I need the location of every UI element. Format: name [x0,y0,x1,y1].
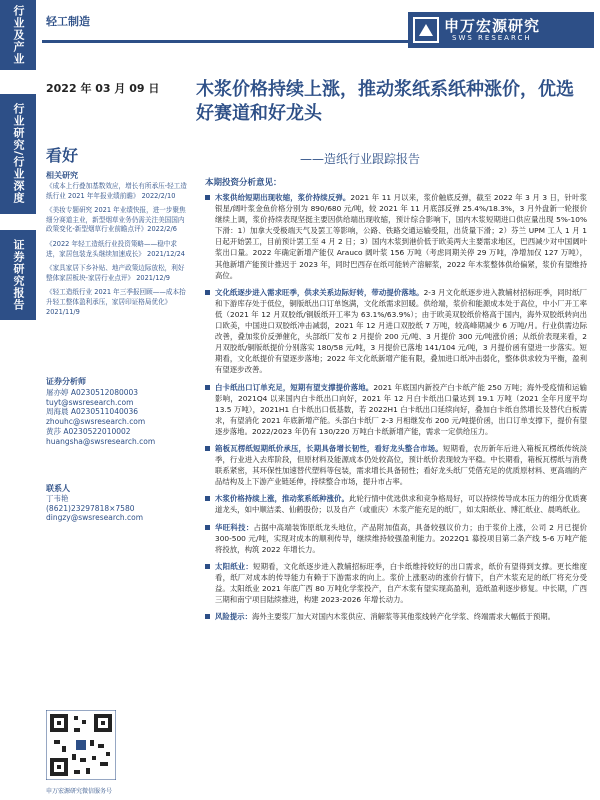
bullet-text: 此轮行情中优选供求和竞争格局好，可以持续传导成本压力的细分优质赛道龙头，如中顺洁柔、仙鹤股份；以及自产（或重庆）木浆产能充足的纸厂，如太阳纸业、博汇纸业、晨鸣纸业。 [215,494,587,515]
related-research-list [46,182,190,322]
analyst-email[interactable]: zhouhc@swsresearch.com [46,417,146,427]
sidebar-tab-label: 行业及产业 [12,5,25,65]
bullet-square-icon [205,614,210,619]
left-sidebar [0,0,42,800]
bullet-text: 短期看，农历新年后进入箱板瓦楞纸传统淡季，行业进入去库阶段，但原材料及能源成本仍处较高位，预计纸价表现较为平稳。中长期看，箱板瓦楞纸与消费联系紧密，其环保性加速替代塑料等包装，需求增长具备韧性；看好龙头纸厂凭借充足的优质原材料、更高端的产品结构及上下游产业链延伸，持续整合市场，提升市占率。 [215,443,587,487]
bullet-text: 海外主要浆厂加大对国内木浆供应、消解浆等其他浆线转产化学浆、终端需求大幅低于预期。 [251,612,555,622]
bullet-lead: 风险提示： [215,612,252,622]
qr-code-icon [46,710,116,780]
bullet-lead: 木浆价格持续上涨，推动浆系纸种涨价。 [215,494,349,504]
contact-email[interactable]: dingzy@swsresearch.com [46,513,144,523]
analysis-bullet [205,561,587,605]
contact-phone: (8621)23297818×7580 [46,503,135,513]
report-date: 2022 年 03 月 09 日 [46,82,160,95]
bullet-lead: 文化纸逐步进入需求旺季，供求关系边际好转，带动提价落地。 [215,287,424,297]
bullet-square-icon [205,496,210,501]
bullet-text: 占据中高端装饰原纸龙头地位，产品附加值高，具备较强议价力；由于浆价上涨，公司 2 月已提价 300-500 元/吨，实现对成本的顺利传导，继续维持较强盈利能力。2022Q1 募投项目第二条产线 5-6 万吨产能将投放，构筑 2022 年增长力。 [215,522,587,554]
sidebar-tab-industry [0,0,36,70]
contact-list [46,494,190,523]
bullet-lead: 华旺科技： [215,522,254,532]
company-logo [408,12,594,48]
bullet-text: 2021 年 11 月以来，浆价触底反弹，截至 2022 年 3 月 3 日，针叶浆银星/阔叶浆金鱼价格分别为 890/680 元/吨，较 2021 年 11 月底部反弹 25.4%/18.3%，3 月外盘新一轮报价继续上调，浆价持续表现坚挺主要因供给端出现收缩，预计综合影响下，国内木浆短期进口供应量出现 5%-10%下滑：1）加拿大受极端天气及罢工等影响，公路、铁路交通运输受阻，出货量下滑；2）芬兰 UPM 工人 1 月 1 日起开始罢工，目前预计罢工至 4 月 2 日；3）国内木浆到港价低于欧美两大主要需求地区，巴西减少对中国阔叶浆出口量。2022 年确定新增产能仅 Arauco 阔叶浆 156 万吨（考虑同期关停 29 万吨，净增加仅 127 万吨），其他新增产能预计推迟于 2023 年，同时巴西存在纸可能转产溶解浆，2022 年木浆整体供给偏紧，浆价有望维持高位。 [215,193,587,280]
bullet-text: 2021 年底国内新投产白卡纸产能 250 万吨；海外受疫情和运输影响，2021Q4 以来国内白卡纸出口向好，2021 年 12 月白卡纸出口量达到 19.1 万吨（2021 全年月度平均 13.5 万吨），2021H1 白卡纸出口低基数，若 2022H1 白卡纸出口延续向好，叠加白卡纸自然增长及替代白板需求，有望消化 2021 年底新增产能。头部白卡纸厂 2-3 月相继发布 200 元/吨提价函，出口订单支撑下，提价有望逐步落地。2022/2023 年仍有 130/220 万吨白卡纸新增产能，需求一定供给压力。 [215,382,587,436]
analysis-bullet [205,493,587,515]
analyst-line: 屠亦婷 A0230512080003 [46,388,139,397]
report-subtitle: ——造纸行业跟踪报告 [300,152,421,166]
main-body [205,192,587,628]
logo-icon [412,16,440,44]
analysis-bullet [205,287,587,376]
analyst-line: 周海晨 A0230511040036 [46,407,139,417]
analysis-bullet [205,382,587,437]
rating: 看好 [46,146,79,165]
logo-text-en: SWS RESEARCH [452,34,532,42]
contact-heading: 联系人 [46,484,70,493]
bullet-square-icon [205,525,210,530]
sidebar-tab-label: 行业研究/行业深度 [12,103,25,205]
bullet-lead: 白卡纸出口订单充足，短期有望支撑提价落地。 [215,382,374,392]
related-item[interactable]: 《成本上行叠加基数效应，增长有所承压-轻工造纸行业 2021 年年报业绩前瞻》 2022/2/10 [46,182,187,200]
related-item[interactable]: 《美妆专题研究 2021 年业绩快报，进一步聚焦细分赛道主业，新型烟草业务仍需关注美国国内政策变化-新型烟草行业前瞻点评》2022/2/6 [46,206,186,234]
bullet-square-icon [205,446,210,451]
analysis-bullet [205,192,587,281]
related-item[interactable]: 《2022 年轻工造纸行业投资策略——稳中求进，家居包装龙头继续加速成长》 2021/12/24 [46,239,186,258]
analyst-line: 黄莎 A0230522010002 [46,426,131,436]
sidebar-tab-research-type [0,94,36,214]
related-research-heading: 相关研究 [46,171,78,180]
sidebar-tab-report-type [0,230,36,320]
analysis-bullet [205,611,587,622]
contact-name: 丁韦艳 [46,494,69,503]
bullet-lead: 箱板瓦楞纸短期纸价承压，长期具备增长韧性，看好龙头整合市场。 [215,443,443,453]
qr-caption: 申万宏源研究微信服务号 [46,788,113,795]
analysis-bullet [205,443,587,487]
report-title: 木浆价格持续上涨，推动浆纸系纸种涨价，优选好赛道和好龙头 [196,79,574,124]
wechat-qr-block [46,710,138,795]
bullet-lead: 太阳纸业： [215,561,253,571]
analyst-email[interactable]: huangsha@swsresearch.com [46,436,156,446]
logo-text-cn: 申万宏源研究 [444,17,541,35]
bullet-square-icon [205,385,210,390]
analysis-bullet [205,522,587,555]
analysts-heading: 证券分析师 [46,377,86,386]
analysts-list [46,388,190,446]
bullet-square-icon [205,195,210,200]
related-item[interactable]: 《家具家居下乡补贴、地产政策边际放松，利好整体家居板块-家居行业点评》 2021/12/9 [46,264,185,282]
industry-label: 轻工制造 [46,15,90,28]
bullet-square-icon [205,290,210,295]
related-item[interactable]: 《轻工造纸行业 2021 年三季报回顾——成本抬升轻工整体盈利承压，家居印证格局优化》2021/11/9 [46,288,186,316]
bullet-square-icon [205,564,210,569]
sidebar-tab-label: 证券研究报告 [12,239,25,311]
bullet-text: 短期看，文化纸逐步进入教辅招标旺季，白卡纸维持较好的出口需求，纸价有望得到支撑。更长维度看，纸厂对成本的传导能力有赖于下游需求的向上。浆价上涨驱动的涨价行情下，自产木浆充足的纸厂将充分受益。太阳纸业 2021 年底广西 80 万吨化学浆投产，自产木浆有望实现高盈利，造纸盈利逐步修复。中长期，广西三期和南宁项目陆续推进，构建 2023-2026 年增长动力。 [215,561,587,605]
section-heading: 本期投资分析意见： [205,178,282,188]
analyst-email[interactable]: tuyt@swsresearch.com [46,397,134,407]
bullet-text: 2-3 月文化纸逐步进入教辅材招标旺季，同时纸厂和下游库存处于低位，铜版纸出口订单饱满，文化纸需求回暖。供给端，浆价和能源成本处于高位，中小厂开工率低（2021 年 12 月双胶纸/铜版纸开工率为 63.1%/63.9%）；由于欧美双胶纸价格高于国内，海外双胶纸转向出口欧美，中国进口双胶纸冲击减弱，2021 年 12 月进口双胶纸 7 万吨，较高峰期减少 6 万吨/月。行业供需边际改善，叠加浆价反弹催化，头部纸厂发布 2 月提价 200 元/吨、3 月提价 300 元/吨涨价函；从纸价表现来看，2 月双胶纸/铜版纸提价分别落实 180/58 元/吨，3 月提价已落地 141/104 元/吨，3 月提价函有望进一步落实。短期看，文化纸提价有望逐步落地；2022 年文化纸新增产能有限，叠加进口纸冲击弱化，整体供求较为平衡，盈利有望逐步改善。 [215,287,587,375]
bullet-lead: 木浆供给短期出现收缩，浆价持续反弹。 [215,193,351,202]
